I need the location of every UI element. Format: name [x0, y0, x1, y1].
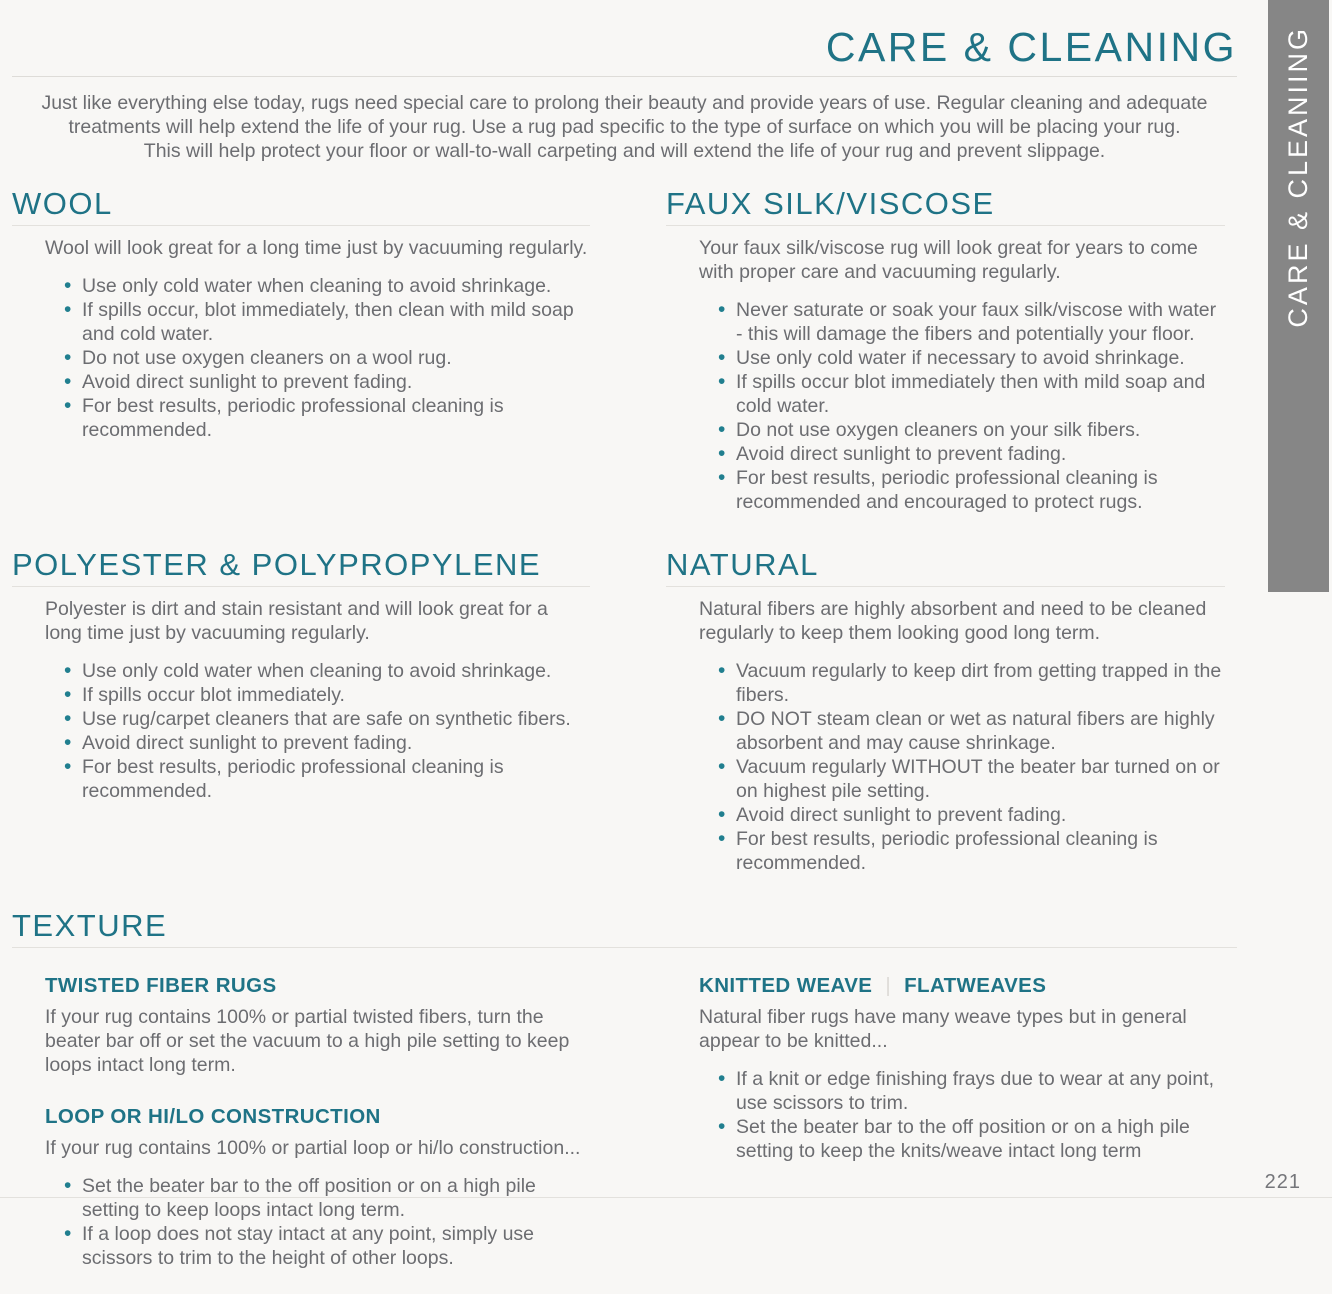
- bullet-item: • Avoid direct sunlight to prevent fading.: [718, 442, 1225, 466]
- bullet-item: • For best results, periodic professional cleaning is recommended.: [64, 394, 590, 442]
- bullet-list: [12, 1174, 590, 1270]
- section-texture: [12, 909, 1237, 1269]
- bullet-item: • Vacuum regularly WITHOUT the beater bar turned on or on highest pile setting.: [718, 755, 1225, 803]
- bullet-item: • For best results, periodic professional cleaning is recommended.: [64, 755, 590, 803]
- bullet-item: • DO NOT steam clean or wet as natural fibers are highly absorbent and may cause shrinkage.: [718, 707, 1225, 755]
- section-intro: Natural fibers are highly absorbent and need to be cleaned regularly to keep them looking good long term.: [699, 598, 1207, 645]
- title-divider: [12, 76, 1237, 77]
- page-title: CARE & CLEANING: [825, 24, 1237, 70]
- section-heading: TEXTURE: [12, 908, 168, 944]
- section-heading: NATURAL: [666, 547, 819, 583]
- bullet-list: [666, 1067, 1225, 1163]
- subsection-body: Natural fiber rugs have many weave types but in general appear to be knitted...: [699, 1005, 1187, 1052]
- bullet-item: • Avoid direct sunlight to prevent fading.: [64, 731, 590, 755]
- subsection-body: If your rug contains 100% or partial loop or hi/lo construction...: [45, 1136, 581, 1159]
- bullet-item: • If a loop does not stay intact at any point, simply use scissors to trim to the height of other loops.: [64, 1222, 590, 1270]
- subsection-body: If your rug contains 100% or partial twisted fibers, turn the beater bar off or set the vacuum to a high pile setting to keep loops intact long term.: [45, 1005, 570, 1076]
- page-content: [12, 0, 1237, 1294]
- subsection-heading-knitted-weave: KNITTED WEAVE: [699, 974, 873, 998]
- bullet-item: • Vacuum regularly to keep dirt from getting trapped in the fibers.: [718, 659, 1225, 707]
- bullet-item: • Set the beater bar to the off position or on a high pile setting to keep the knits/weave intact long term: [718, 1115, 1225, 1163]
- bullet-item: • For best results, periodic professional cleaning is recommended and encouraged to protect rugs.: [718, 466, 1225, 514]
- texture-left-column: [12, 958, 590, 1269]
- heading-separator: |: [885, 974, 892, 998]
- section-divider: [12, 586, 590, 587]
- bullet-item: • Use only cold water if necessary to avoid shrinkage.: [718, 346, 1225, 370]
- side-tab-label: CARE & CLEANIING: [1283, 26, 1313, 328]
- bullet-item: • If a knit or edge finishing frays due to wear at any point, use scissors to trim.: [718, 1067, 1225, 1115]
- bullet-item: • Use rug/carpet cleaners that are safe on synthetic fibers.: [64, 707, 590, 731]
- bullet-item: • Never saturate or soak your faux silk/viscose with water - this will damage the fibers and potentially your floor.: [718, 298, 1225, 346]
- bullet-list: [666, 659, 1225, 875]
- section-intro: Wool will look great for a long time just by vacuuming regularly.: [45, 237, 588, 260]
- bullet-item: • Avoid direct sunlight to prevent fading.: [64, 370, 590, 394]
- side-tab: [1268, 0, 1329, 592]
- bullet-item: • If spills occur, blot immediately, then clean with mild soap and cold water.: [64, 298, 590, 346]
- page-number: 221: [1264, 1171, 1301, 1193]
- bullet-item: • Use only cold water when cleaning to avoid shrinkage.: [64, 274, 590, 298]
- intro-line: This will help protect your floor or wall-to-wall carpeting and will extend the life of your rug and prevent slippage.: [143, 140, 1106, 163]
- texture-right-column: [666, 958, 1225, 1163]
- section-divider: [666, 225, 1225, 226]
- section-heading: FAUX SILK/VISCOSE: [666, 186, 995, 222]
- section-intro: Polyester is dirt and stain resistant and will look great for a long time just by vacuuming regularly.: [45, 598, 548, 645]
- section-heading: POLYESTER & POLYPROPYLENE: [12, 547, 542, 583]
- bullet-item: • Do not use oxygen cleaners on your silk fibers.: [718, 418, 1225, 442]
- bullet-list: [12, 274, 590, 442]
- section-heading: WOOL: [12, 186, 113, 222]
- section-divider: [12, 225, 590, 226]
- bullet-item: • Do not use oxygen cleaners on a wool rug.: [64, 346, 590, 370]
- bottom-divider: [0, 1197, 1332, 1198]
- bullet-item: • If spills occur blot immediately then with mild soap and cold water.: [718, 370, 1225, 418]
- section-divider: [666, 586, 1225, 587]
- bullet-list: [12, 659, 590, 803]
- section-polyester-polypropylene: [12, 538, 590, 803]
- bullet-item: • Use only cold water when cleaning to avoid shrinkage.: [64, 659, 590, 683]
- bullet-item: • For best results, periodic professional cleaning is recommended.: [718, 827, 1225, 875]
- section-wool: [12, 177, 590, 442]
- bullet-item: • If spills occur blot immediately.: [64, 683, 590, 707]
- section-faux-silk-viscose: [666, 177, 1225, 514]
- texture-grid: [12, 958, 1237, 1269]
- intro-line: treatments will help extend the life of your rug. Use a rug pad specific to the type of surface on which you will be placing your rug.: [68, 116, 1181, 139]
- bullet-item: • Avoid direct sunlight to prevent fading.: [718, 803, 1225, 827]
- bullet-list: [666, 298, 1225, 514]
- bullet-item: • Set the beater bar to the off position or on a high pile setting to keep loops intact long term.: [64, 1174, 590, 1222]
- subsection-heading-flatweaves: FLATWEAVES: [904, 974, 1047, 998]
- subsection-heading-knitted: [699, 974, 1225, 999]
- sections-grid: [12, 177, 1237, 899]
- section-natural: [666, 538, 1225, 875]
- subsection-heading-twisted: TWISTED FIBER RUGS: [45, 974, 277, 998]
- subsection-heading-loop: LOOP OR HI/LO CONSTRUCTION: [45, 1104, 381, 1128]
- section-intro: Your faux silk/viscose rug will look great for years to come with proper care and vacuuming regularly.: [699, 237, 1198, 284]
- section-divider: [12, 947, 1237, 948]
- intro-paragraph: [12, 91, 1237, 163]
- intro-line: Just like everything else today, rugs need special care to prolong their beauty and provide years of use. Regular cleaning and adequate: [41, 92, 1208, 115]
